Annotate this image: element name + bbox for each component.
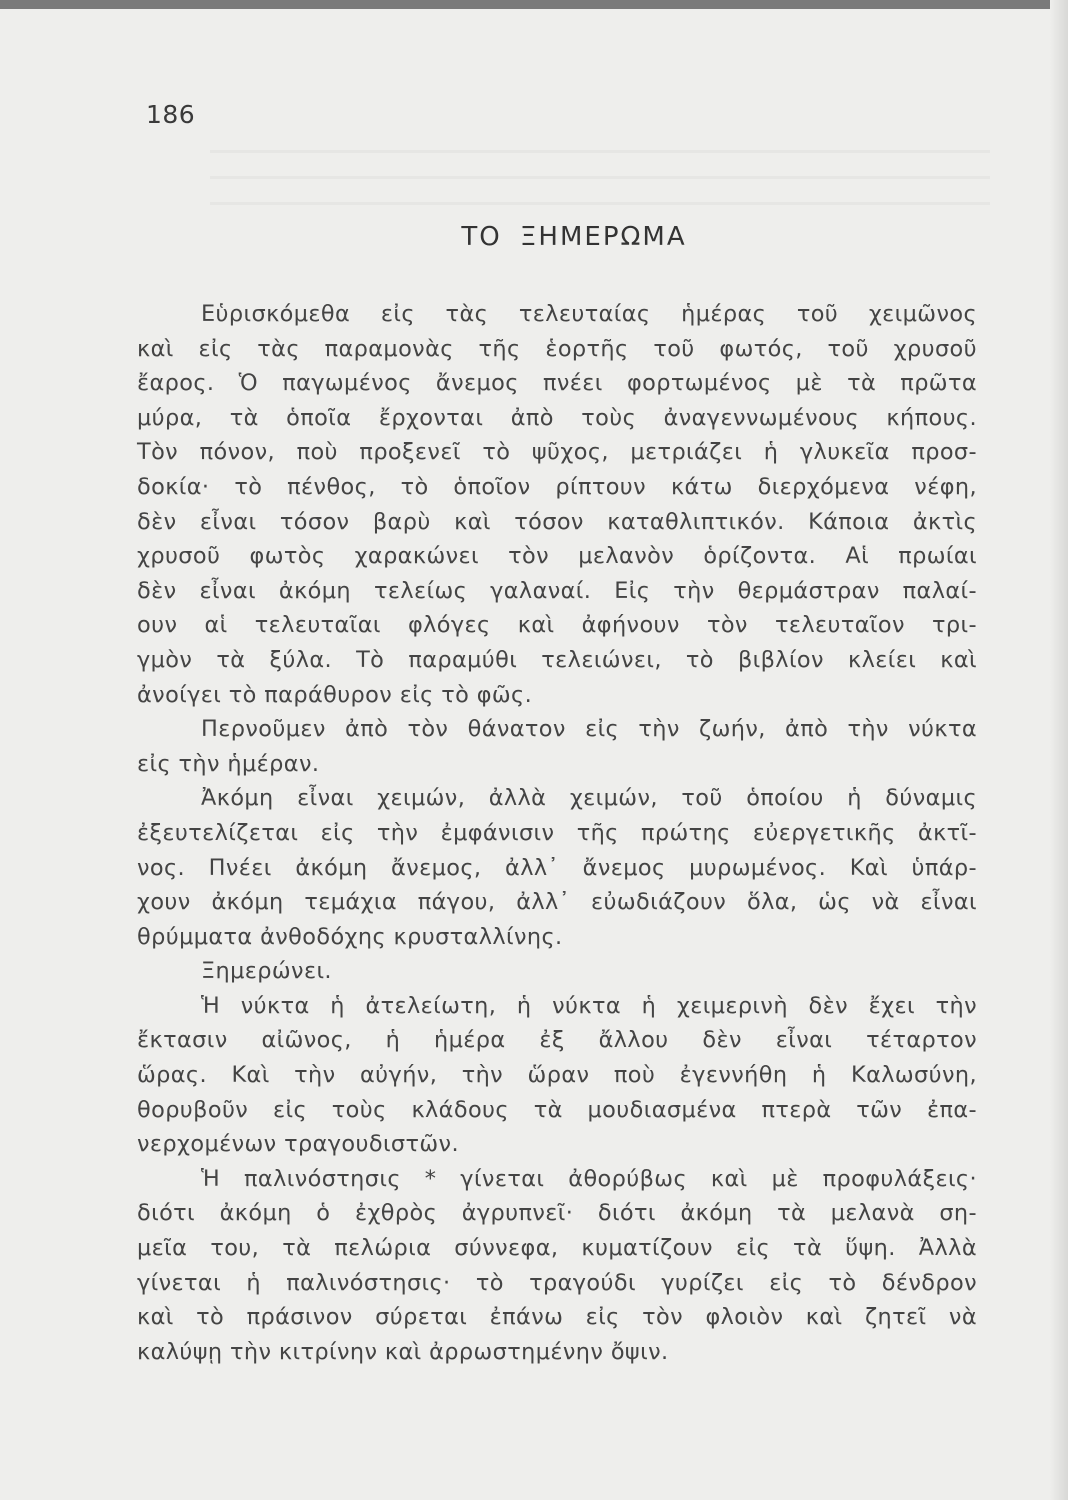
page-number: 186 <box>146 100 196 129</box>
text-line: Τὸν πόνον, ποὺ προξενεῖ τὸ ψῦχος, μετριάζει ἡ γλυκεῖα προσ- <box>137 439 977 466</box>
body-text <box>137 297 977 1369</box>
text-line: θορυβοῦν εἰς τοὺς κλάδους τὰ μουδιασμένα πτερὰ τῶν ἐπα- <box>137 1096 977 1123</box>
text-line: Ἀκόμη εἶναι χειμών, ἀλλὰ χειμών, τοῦ ὁποίου ἡ δύναμις <box>201 785 977 812</box>
text-line: Ἡ νύκτα ἡ ἀτελείωτη, ἡ νύκτα ἡ χειμερινὴ δὲν ἔχει τὴν <box>201 992 977 1019</box>
text-line: δὲν εἶναι τόσον βαρὺ καὶ τόσον καταθλιπτικόν. Κάποια ἀκτὶς <box>137 508 977 535</box>
text-line: γμὸν τὰ ξύλα. Τὸ παραμύθι τελειώνει, τὸ βιβλίον κλείει καὶ <box>137 646 977 673</box>
text-line: μεῖα του, τὰ πελώρια σύννεφα, κυματίζουν εἰς τὰ ὕψη. Ἀλλὰ <box>137 1235 977 1262</box>
text-line: Περνοῦμεν ἀπὸ τὸν θάνατον εἰς τὴν ζωήν, ἀπὸ τὴν νύκτα <box>201 716 977 743</box>
text-line: γίνεται ἡ παλινόστησις· τὸ τραγούδι γυρίζει εἰς τὸ δένδρον <box>137 1269 977 1296</box>
text-line: καὶ τὸ πράσινον σύρεται ἐπάνω εἰς τὸν φλοιὸν καὶ ζητεῖ νὰ <box>137 1304 977 1331</box>
text-line: ἀνοίγει τὸ παράθυρον εἰς τὸ φῶς. <box>137 681 533 708</box>
page-top-edge <box>0 0 1068 9</box>
text-line: δὲν εἶναι ἀκόμη τελείως γαλαναί. Εἰς τὴν θερμάστραν παλαί- <box>137 577 977 604</box>
text-line: χρυσοῦ φωτὸς χαρακώνει τὸν μελανὸν ὁρίζοντα. Αἱ πρωίαι <box>137 543 977 570</box>
text-line: ὥρας. Καὶ τὴν αὐγήν, τὴν ὥραν ποὺ ἐγεννήθη ἡ Καλωσύνη, <box>137 1062 977 1089</box>
text-line: διότι ἀκόμη ὁ ἐχθρὸς ἀγρυπνεῖ· διότι ἀκόμη τὰ μελανὰ ση- <box>137 1200 977 1227</box>
text-line: ἐξευτελίζεται εἰς τὴν ἐμφάνισιν τῆς πρώτης εὐεργετικῆς ἀκτῖ- <box>137 819 977 846</box>
text-line: μύρα, τὰ ὁποῖα ἔρχονται ἀπὸ τοὺς ἀναγεννωμένους κήπους. <box>137 404 977 431</box>
text-line: καὶ εἰς τὰς παραμονὰς τῆς ἑορτῆς τοῦ φωτός, τοῦ χρυσοῦ <box>137 335 977 362</box>
text-line: Εὑρισκόμεθα εἰς τὰς τελευταίας ἡμέρας τοῦ χειμῶνος <box>201 301 977 327</box>
text-line: θρύμματα ἀνθοδόχης κρυσταλλίνης. <box>137 923 563 950</box>
text-line: δοκία· τὸ πένθος, τὸ ὁποῖον ρίπτουν κάτω διερχόμενα νέφη, <box>137 473 977 500</box>
text-line: Ξημερώνει. <box>201 958 332 985</box>
text-line: χουν ἀκόμη τεμάχια πάγου, ἀλλ᾽ εὐωδιάζουν ὅλα, ὡς νὰ εἶναι <box>137 889 977 916</box>
text-line: νος. Πνέει ἀκόμη ἄνεμος, ἀλλ᾽ ἄνεμος μυρωμένος. Καὶ ὑπάρ- <box>137 854 977 881</box>
text-line: Ἡ παλινόστησις * γίνεται ἀθορύβως καὶ μὲ προφυλάξεις· <box>201 1165 977 1192</box>
text-line: ἔαρος. Ὁ παγωμένος ἄνεμος πνέει φορτωμένος μὲ τὰ πρῶτα <box>137 370 977 397</box>
text-line: νερχομένων τραγουδιστῶν. <box>137 1131 459 1158</box>
text-line: ἔκτασιν αἰῶνος, ἡ ἡμέρα ἐξ ἄλλου δὲν εἶναι τέταρτον <box>137 1027 977 1054</box>
bleed-through-shadow <box>210 150 990 210</box>
chapter-title: ΤΟ ΞΗΜΕΡΩΜΑ <box>461 222 687 252</box>
text-line: καλύψῃ τὴν κιτρίνην καὶ ἀρρωστημένην ὄψιν. <box>137 1338 669 1365</box>
text-line: ουν αἱ τελευταῖαι φλόγες καὶ ἀφήνουν τὸν τελευταῖον τρι- <box>137 612 977 639</box>
text-line: εἰς τὴν ἡμέραν. <box>137 750 320 777</box>
